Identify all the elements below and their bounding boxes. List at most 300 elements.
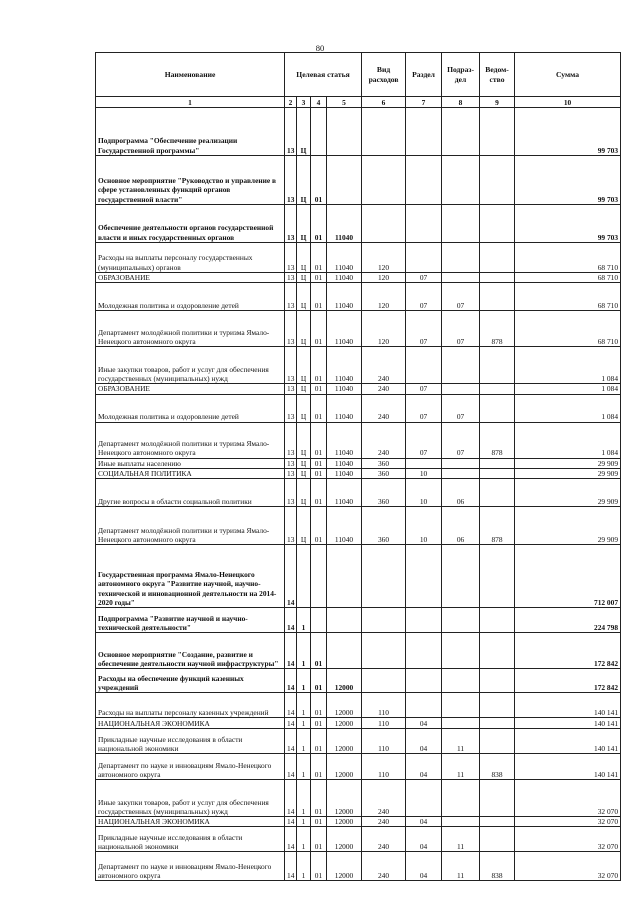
cell-program: 14: [285, 827, 297, 852]
cell-direction: 12000: [327, 669, 362, 693]
table-row: [96, 780, 621, 817]
cell-program: 14: [285, 817, 297, 827]
cell-expense-type: 360: [362, 458, 406, 468]
cell-sum: 140 141: [515, 729, 621, 754]
cell-program: 13: [285, 108, 297, 156]
cell-section: 04: [406, 817, 442, 827]
cell-activity: [311, 108, 327, 156]
cell-expense-type: 240: [362, 780, 406, 817]
cell-program: 14: [285, 780, 297, 817]
cell-expense-type: 240: [362, 422, 406, 458]
cell-activity: 01: [311, 754, 327, 780]
cell-activity: 01: [311, 669, 327, 693]
cell-section: 07: [406, 273, 442, 283]
cell-subsection: [442, 156, 480, 205]
cell-department: [480, 718, 515, 729]
cell-section: 07: [406, 394, 442, 422]
cell-program: 13: [285, 422, 297, 458]
cell-subsection: [442, 669, 480, 693]
cell-expense-type: 240: [362, 827, 406, 852]
column-number: 3: [297, 97, 311, 108]
column-number: 5: [327, 97, 362, 108]
cell-department: [480, 468, 515, 478]
cell-activity: 01: [311, 780, 327, 817]
column-number: 7: [406, 97, 442, 108]
cell-sum: 99 703: [515, 205, 621, 243]
cell-sum: 1 084: [515, 422, 621, 458]
cell-department: [480, 693, 515, 718]
cell-subsection: 11: [442, 827, 480, 852]
cell-direction: 11040: [327, 205, 362, 243]
cell-activity: 01: [311, 394, 327, 422]
cell-section: 07: [406, 422, 442, 458]
cell-sum: 224 798: [515, 608, 621, 633]
table-row: [96, 718, 621, 729]
column-number: 2: [285, 97, 297, 108]
cell-subprogram: Ц: [297, 422, 311, 458]
cell-section: 10: [406, 479, 442, 507]
cell-expense-type: 120: [362, 283, 406, 311]
cell-direction: 11040: [327, 507, 362, 545]
cell-subprogram: 1: [297, 827, 311, 852]
table-row: [96, 108, 621, 156]
cell-activity: [311, 545, 327, 608]
table-row: [96, 283, 621, 311]
cell-subprogram: Ц: [297, 156, 311, 205]
table-row: [96, 479, 621, 507]
column-number: 8: [442, 97, 480, 108]
cell-sum: 712 007: [515, 545, 621, 608]
cell-program: 14: [285, 693, 297, 718]
column-number: 1: [96, 97, 285, 108]
table-row: [96, 669, 621, 693]
cell-subsection: [442, 273, 480, 283]
cell-subsection: 11: [442, 852, 480, 881]
cell-department: 838: [480, 754, 515, 780]
cell-subsection: [442, 633, 480, 669]
cell-sum: 68 710: [515, 273, 621, 283]
cell-department: 878: [480, 507, 515, 545]
table-row: [96, 243, 621, 273]
cell-name: Основное мероприятие "Создание, развитие и обеспечение деятельности научной инфраструктуры": [96, 633, 285, 669]
cell-expense-type: [362, 608, 406, 633]
header-exp-type: Вид расходов: [362, 53, 406, 97]
cell-subsection: 11: [442, 729, 480, 754]
cell-program: 14: [285, 729, 297, 754]
cell-program: 13: [285, 283, 297, 311]
cell-subsection: [442, 608, 480, 633]
cell-section: [406, 347, 442, 384]
cell-activity: 01: [311, 156, 327, 205]
cell-subsection: [442, 205, 480, 243]
table-row: [96, 347, 621, 384]
cell-direction: 12000: [327, 827, 362, 852]
cell-direction: 12000: [327, 852, 362, 881]
cell-sum: 68 710: [515, 311, 621, 347]
cell-activity: 01: [311, 633, 327, 669]
cell-name: НАЦИОНАЛЬНАЯ ЭКОНОМИКА: [96, 817, 285, 827]
cell-department: [480, 243, 515, 273]
table-row: [96, 394, 621, 422]
cell-direction: 12000: [327, 817, 362, 827]
cell-subprogram: 1: [297, 852, 311, 881]
cell-activity: 01: [311, 283, 327, 311]
header-subsection: Подраз-дел: [442, 53, 480, 97]
table-row: [96, 545, 621, 608]
table-row: [96, 458, 621, 468]
cell-direction: [327, 545, 362, 608]
cell-expense-type: 110: [362, 754, 406, 780]
cell-subprogram: 1: [297, 718, 311, 729]
header-section: Раздел: [406, 53, 442, 97]
cell-activity: 01: [311, 693, 327, 718]
cell-expense-type: 360: [362, 468, 406, 478]
cell-sum: 32 070: [515, 827, 621, 852]
cell-sum: 140 141: [515, 754, 621, 780]
cell-section: 04: [406, 718, 442, 729]
cell-activity: [311, 608, 327, 633]
cell-subprogram: 1: [297, 817, 311, 827]
cell-sum: 32 070: [515, 852, 621, 881]
cell-subprogram: Ц: [297, 479, 311, 507]
cell-sum: 29 909: [515, 479, 621, 507]
cell-section: 07: [406, 283, 442, 311]
cell-name: Департамент по науке и инновациям Ямало-Ненецкого автономного округа: [96, 754, 285, 780]
table-row: [96, 273, 621, 283]
cell-expense-type: 360: [362, 479, 406, 507]
cell-section: [406, 780, 442, 817]
cell-section: [406, 633, 442, 669]
cell-department: [480, 205, 515, 243]
cell-subprogram: Ц: [297, 384, 311, 394]
cell-sum: 68 710: [515, 243, 621, 273]
cell-sum: 1 084: [515, 347, 621, 384]
cell-sum: 140 141: [515, 718, 621, 729]
cell-department: [480, 780, 515, 817]
table-row: [96, 608, 621, 633]
cell-expense-type: 240: [362, 852, 406, 881]
cell-subprogram: Ц: [297, 468, 311, 478]
cell-subsection: [442, 780, 480, 817]
cell-sum: 99 703: [515, 108, 621, 156]
cell-name: Департамент молодёжной политики и туризма Ямало-Ненецкого автономного округа: [96, 507, 285, 545]
cell-section: [406, 243, 442, 273]
table-row: [96, 754, 621, 780]
cell-subsection: [442, 108, 480, 156]
cell-department: [480, 669, 515, 693]
cell-direction: [327, 156, 362, 205]
cell-name: ОБРАЗОВАНИЕ: [96, 384, 285, 394]
cell-sum: 1 084: [515, 384, 621, 394]
cell-expense-type: 240: [362, 384, 406, 394]
cell-name: Иные закупки товаров, работ и услуг для обеспечения государственных (муниципальных) нужд: [96, 347, 285, 384]
cell-direction: [327, 633, 362, 669]
cell-direction: 11040: [327, 283, 362, 311]
cell-direction: 11040: [327, 273, 362, 283]
cell-subprogram: 1: [297, 693, 311, 718]
cell-department: [480, 608, 515, 633]
table-row: [96, 468, 621, 478]
cell-program: 14: [285, 754, 297, 780]
cell-name: Подпрограмма "Обеспечение реализации Государственной программы": [96, 108, 285, 156]
cell-program: 13: [285, 273, 297, 283]
cell-name: НАЦИОНАЛЬНАЯ ЭКОНОМИКА: [96, 718, 285, 729]
cell-section: [406, 669, 442, 693]
cell-sum: 140 141: [515, 693, 621, 718]
cell-direction: 11040: [327, 311, 362, 347]
cell-subsection: [442, 243, 480, 273]
cell-department: 878: [480, 311, 515, 347]
cell-name: Иные закупки товаров, работ и услуг для обеспечения государственных (муниципальных) нужд: [96, 780, 285, 817]
cell-department: 838: [480, 852, 515, 881]
cell-program: 14: [285, 633, 297, 669]
cell-expense-type: 240: [362, 347, 406, 384]
cell-activity: 01: [311, 422, 327, 458]
cell-expense-type: 120: [362, 311, 406, 347]
cell-activity: 01: [311, 384, 327, 394]
cell-sum: 29 909: [515, 458, 621, 468]
cell-direction: [327, 108, 362, 156]
column-number: 9: [480, 97, 515, 108]
cell-activity: 01: [311, 243, 327, 273]
cell-name: Расходы на выплаты персоналу казенных учреждений: [96, 693, 285, 718]
cell-activity: 01: [311, 479, 327, 507]
cell-subprogram: Ц: [297, 347, 311, 384]
cell-activity: 01: [311, 311, 327, 347]
cell-section: 04: [406, 852, 442, 881]
cell-subsection: [442, 718, 480, 729]
cell-section: [406, 545, 442, 608]
cell-subprogram: 1: [297, 608, 311, 633]
cell-department: [480, 827, 515, 852]
cell-direction: 11040: [327, 243, 362, 273]
cell-department: [480, 545, 515, 608]
cell-expense-type: 110: [362, 718, 406, 729]
cell-sum: 172 842: [515, 633, 621, 669]
cell-direction: 11040: [327, 468, 362, 478]
header-name: Наименование: [96, 53, 285, 97]
cell-direction: 12000: [327, 693, 362, 718]
table-row: [96, 633, 621, 669]
column-number: 6: [362, 97, 406, 108]
cell-sum: 68 710: [515, 283, 621, 311]
table-row: [96, 384, 621, 394]
cell-subprogram: 1: [297, 780, 311, 817]
cell-sum: 32 070: [515, 817, 621, 827]
cell-activity: 01: [311, 458, 327, 468]
table-body: [96, 108, 621, 881]
cell-department: [480, 283, 515, 311]
cell-name: Подпрограмма "Развитие научной и научно-технической деятельности": [96, 608, 285, 633]
cell-department: 878: [480, 422, 515, 458]
cell-subsection: [442, 693, 480, 718]
cell-program: 13: [285, 468, 297, 478]
column-number-row: [96, 97, 621, 108]
cell-section: 07: [406, 311, 442, 347]
cell-program: 14: [285, 545, 297, 608]
column-number: 4: [311, 97, 327, 108]
cell-activity: 01: [311, 205, 327, 243]
cell-name: Департамент по науке и инновациям Ямало-Ненецкого автономного округа: [96, 852, 285, 881]
cell-activity: 01: [311, 729, 327, 754]
cell-expense-type: [362, 669, 406, 693]
cell-direction: 11040: [327, 394, 362, 422]
cell-name: Государственная программа Ямало-Ненецкого автономного округа "Развитие научной, научно-технической и инновационной деятельности на 2014-2020 годы": [96, 545, 285, 608]
cell-direction: 12000: [327, 718, 362, 729]
cell-expense-type: [362, 108, 406, 156]
cell-subsection: [442, 458, 480, 468]
table-row: [96, 693, 621, 718]
cell-activity: 01: [311, 852, 327, 881]
cell-subprogram: Ц: [297, 273, 311, 283]
cell-section: [406, 458, 442, 468]
cell-direction: 12000: [327, 780, 362, 817]
cell-subsection: [442, 384, 480, 394]
cell-department: [480, 384, 515, 394]
cell-activity: 01: [311, 468, 327, 478]
cell-subsection: [442, 545, 480, 608]
cell-expense-type: 110: [362, 693, 406, 718]
cell-subsection: 07: [442, 283, 480, 311]
cell-expense-type: 240: [362, 817, 406, 827]
cell-name: СОЦИАЛЬНАЯ ПОЛИТИКА: [96, 468, 285, 478]
table-row: [96, 311, 621, 347]
cell-sum: 32 070: [515, 780, 621, 817]
cell-name: Основное мероприятие "Руководство и управление в сфере установленных функций органов государственной власти": [96, 156, 285, 205]
cell-section: [406, 608, 442, 633]
cell-expense-type: 110: [362, 729, 406, 754]
cell-subsection: 06: [442, 507, 480, 545]
cell-subprogram: Ц: [297, 311, 311, 347]
cell-subprogram: Ц: [297, 205, 311, 243]
header-target: Целевая статья: [285, 53, 362, 97]
cell-section: [406, 108, 442, 156]
cell-expense-type: [362, 633, 406, 669]
cell-subprogram: Ц: [297, 394, 311, 422]
cell-subsection: 07: [442, 394, 480, 422]
cell-subprogram: 1: [297, 669, 311, 693]
cell-program: 13: [285, 384, 297, 394]
cell-expense-type: 240: [362, 394, 406, 422]
cell-activity: 01: [311, 718, 327, 729]
cell-direction: 11040: [327, 384, 362, 394]
table-row: [96, 852, 621, 881]
cell-program: 14: [285, 608, 297, 633]
cell-sum: 29 909: [515, 468, 621, 478]
cell-department: [480, 729, 515, 754]
cell-direction: 11040: [327, 479, 362, 507]
cell-department: [480, 347, 515, 384]
cell-subsection: 11: [442, 754, 480, 780]
cell-activity: 01: [311, 507, 327, 545]
cell-subprogram: Ц: [297, 283, 311, 311]
cell-program: 13: [285, 205, 297, 243]
column-number: 10: [515, 97, 621, 108]
cell-section: 04: [406, 754, 442, 780]
table-row: [96, 507, 621, 545]
cell-section: 04: [406, 729, 442, 754]
cell-department: [480, 817, 515, 827]
cell-program: 13: [285, 347, 297, 384]
table-row: [96, 422, 621, 458]
cell-section: 04: [406, 827, 442, 852]
cell-program: 13: [285, 479, 297, 507]
table-row: [96, 827, 621, 852]
cell-subprogram: 1: [297, 729, 311, 754]
cell-activity: 01: [311, 347, 327, 384]
cell-department: [480, 394, 515, 422]
cell-program: 13: [285, 156, 297, 205]
cell-department: [480, 633, 515, 669]
page-number: 80: [315, 43, 325, 53]
cell-name: Расходы на выплаты персоналу государственных (муниципальных) органов: [96, 243, 285, 273]
cell-name: Прикладные научные исследования в области национальной экономики: [96, 827, 285, 852]
cell-name: Департамент молодёжной политики и туризма Ямало-Ненецкого автономного округа: [96, 422, 285, 458]
cell-activity: 01: [311, 273, 327, 283]
cell-department: [480, 458, 515, 468]
cell-direction: 12000: [327, 729, 362, 754]
cell-name: Расходы на обеспечение функций казенных учреждений: [96, 669, 285, 693]
table-row: [96, 205, 621, 243]
cell-name: Молодежная политика и оздоровление детей: [96, 394, 285, 422]
cell-name: Другие вопросы в области социальной политики: [96, 479, 285, 507]
cell-expense-type: [362, 545, 406, 608]
header-row: [96, 53, 621, 97]
cell-program: 13: [285, 243, 297, 273]
cell-expense-type: 120: [362, 243, 406, 273]
cell-name: Обеспечение деятельности органов государственной власти и иных государственных органов: [96, 205, 285, 243]
table-row: [96, 729, 621, 754]
cell-subsection: [442, 347, 480, 384]
cell-direction: 11040: [327, 422, 362, 458]
cell-sum: 1 084: [515, 394, 621, 422]
cell-section: [406, 156, 442, 205]
cell-name: Молодежная политика и оздоровление детей: [96, 283, 285, 311]
header-department: Ведом-ство: [480, 53, 515, 97]
cell-program: 14: [285, 718, 297, 729]
header-sum: Сумма: [515, 53, 621, 97]
cell-direction: 12000: [327, 754, 362, 780]
cell-section: [406, 205, 442, 243]
cell-subprogram: 1: [297, 633, 311, 669]
cell-subsection: 06: [442, 479, 480, 507]
cell-subprogram: Ц: [297, 108, 311, 156]
cell-program: 14: [285, 669, 297, 693]
cell-subsection: [442, 817, 480, 827]
cell-program: 13: [285, 394, 297, 422]
cell-department: [480, 479, 515, 507]
cell-program: 13: [285, 458, 297, 468]
cell-program: 13: [285, 311, 297, 347]
budget-table: [95, 52, 621, 881]
cell-section: 07: [406, 384, 442, 394]
cell-subprogram: 1: [297, 754, 311, 780]
cell-sum: 172 842: [515, 669, 621, 693]
cell-program: 14: [285, 852, 297, 881]
cell-subsection: 07: [442, 422, 480, 458]
cell-name: Иные выплаты населению: [96, 458, 285, 468]
cell-expense-type: [362, 156, 406, 205]
cell-program: 13: [285, 507, 297, 545]
cell-section: [406, 693, 442, 718]
cell-expense-type: 360: [362, 507, 406, 545]
cell-subprogram: Ц: [297, 243, 311, 273]
cell-name: Департамент молодёжной политики и туризма Ямало-Ненецкого автономного округа: [96, 311, 285, 347]
table-row: [96, 817, 621, 827]
cell-expense-type: [362, 205, 406, 243]
cell-department: [480, 108, 515, 156]
cell-subprogram: Ц: [297, 507, 311, 545]
